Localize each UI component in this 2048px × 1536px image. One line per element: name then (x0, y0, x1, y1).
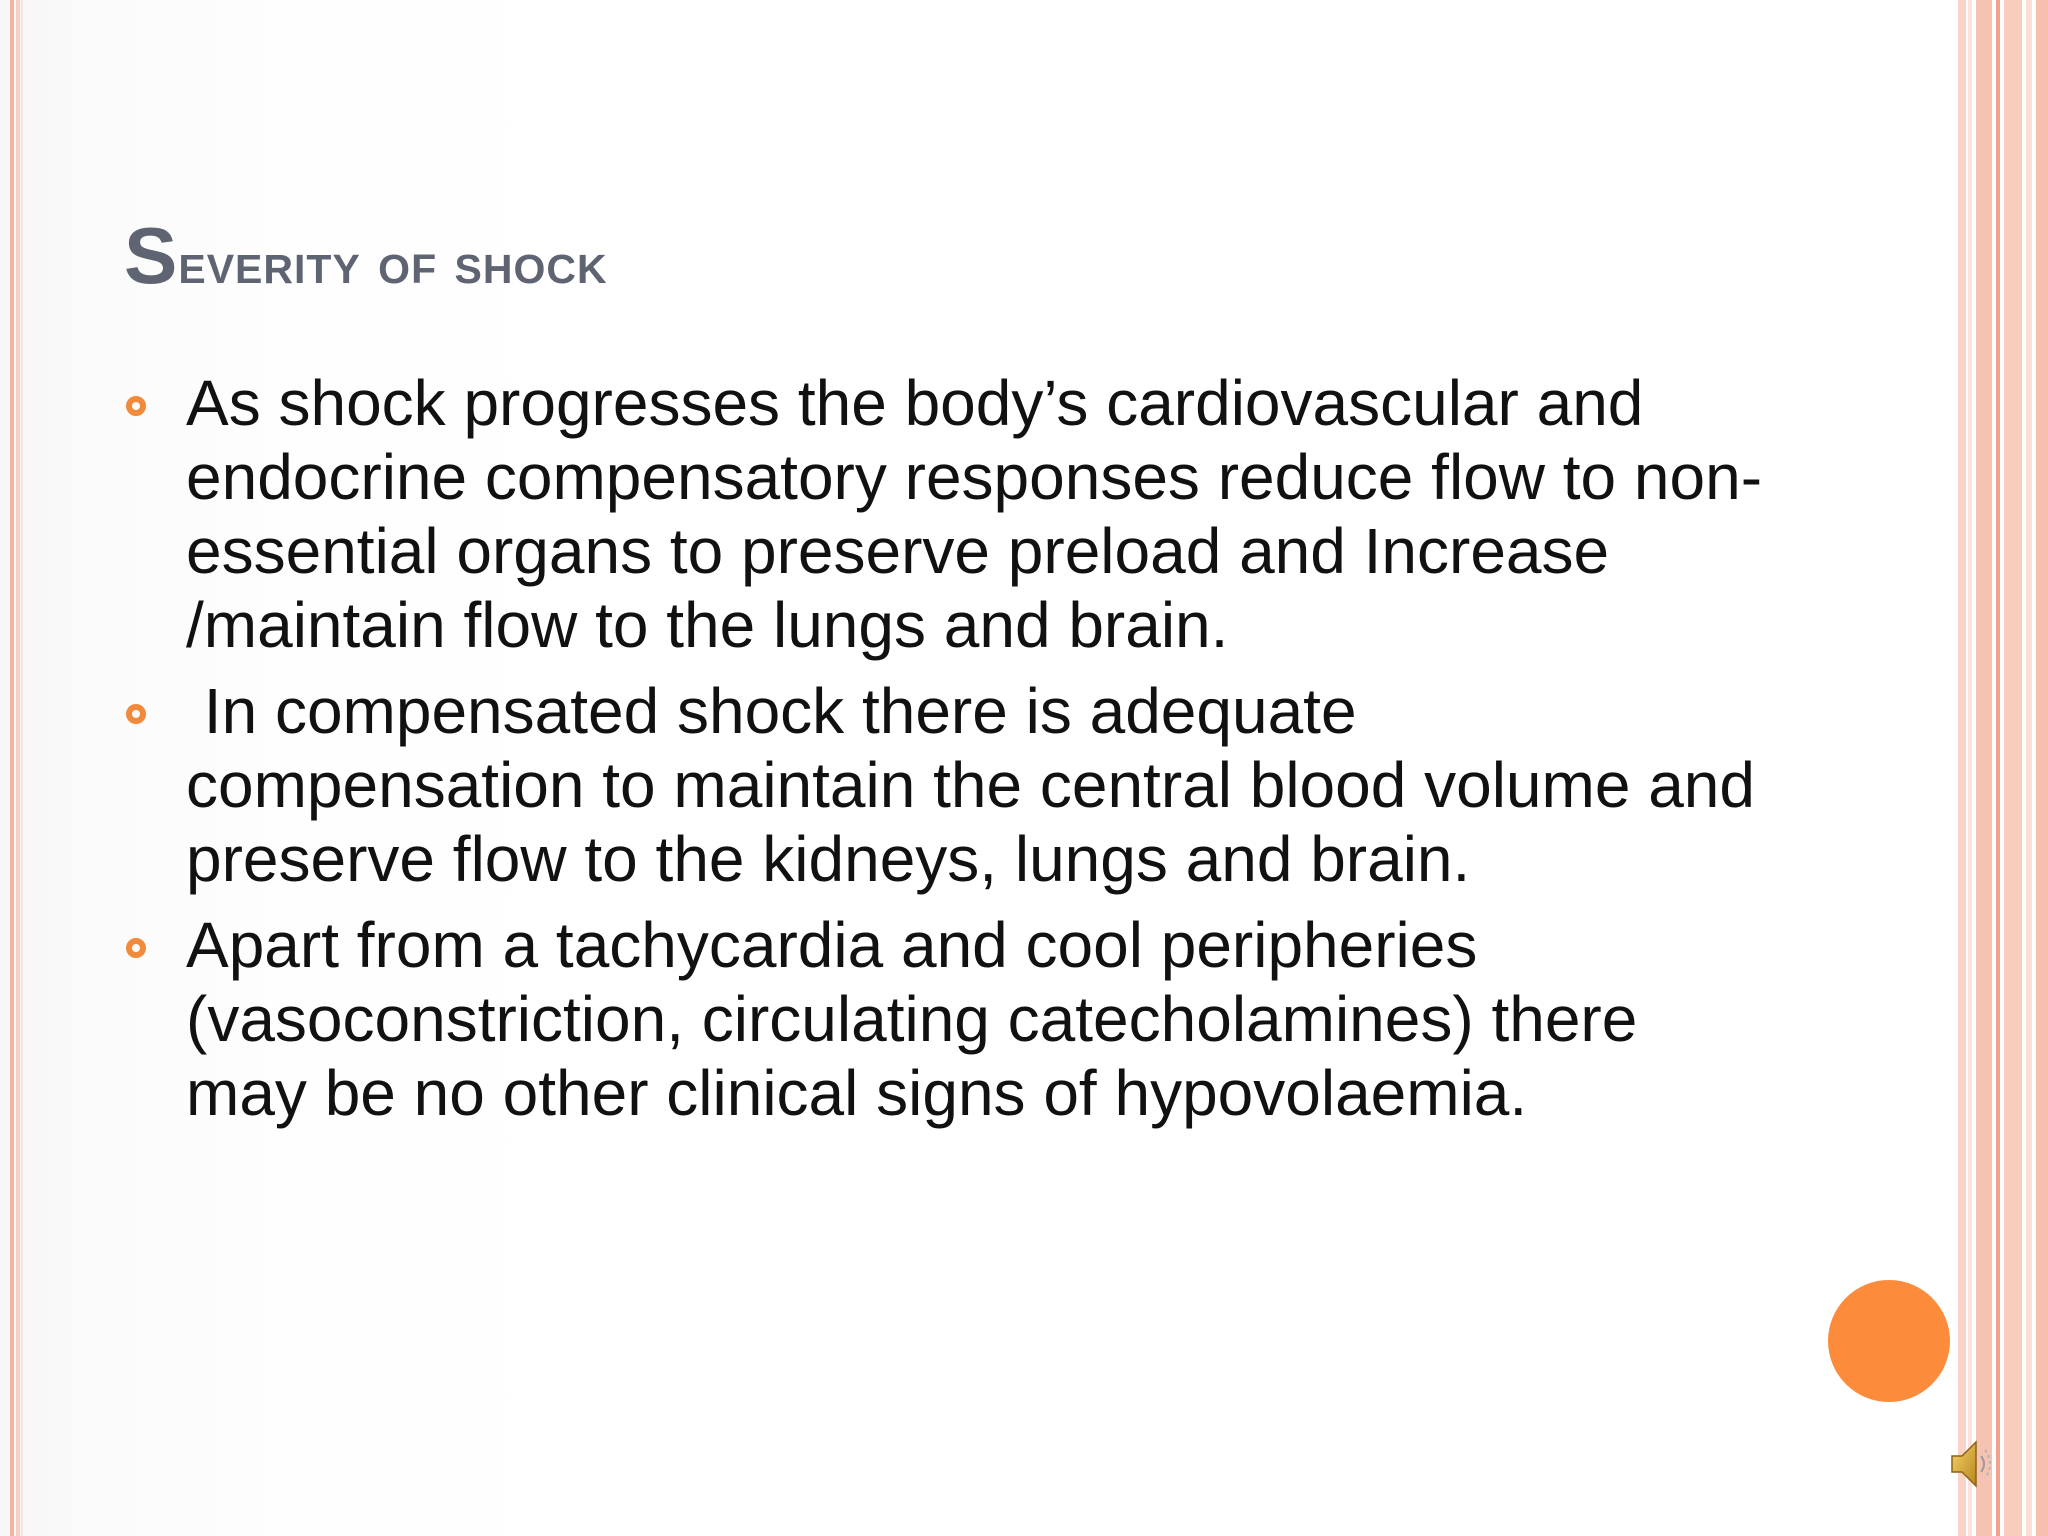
bullet-text: As shock progresses the body’s cardiovascular and endocrine compensatory responses reduce flow to non-essential organs to preserve preload and Increase /maintain flow to the lungs and brain. (186, 367, 1762, 661)
bullet-text: In compensated shock there is adequate compensation to maintain the central blood volume and preserve flow to the kidneys, lungs and brain. (186, 675, 1773, 895)
orange-ring-bullet-icon (126, 704, 146, 724)
slide-title-initial: S (124, 211, 179, 300)
orange-circle-decoration (1828, 1280, 1950, 1402)
right-border-decoration (1958, 0, 2048, 1536)
bullet-item (126, 366, 1766, 662)
slide-title-rest: everity of shock (178, 230, 608, 296)
bullet-list (126, 366, 1773, 1142)
orange-ring-bullet-icon (126, 396, 146, 416)
bullet-item (126, 908, 1766, 1130)
slide-title (124, 212, 608, 300)
bullet-item (126, 674, 1773, 896)
orange-ring-bullet-icon (126, 938, 146, 958)
left-border-decoration (0, 0, 26, 1536)
bullet-text: Apart from a tachycardia and cool peripheries (vasoconstriction, circulating catecholamines) there may be no other clinical signs of hypovolaemia. (186, 909, 1656, 1129)
speaker-icon[interactable] (1948, 1434, 1998, 1494)
